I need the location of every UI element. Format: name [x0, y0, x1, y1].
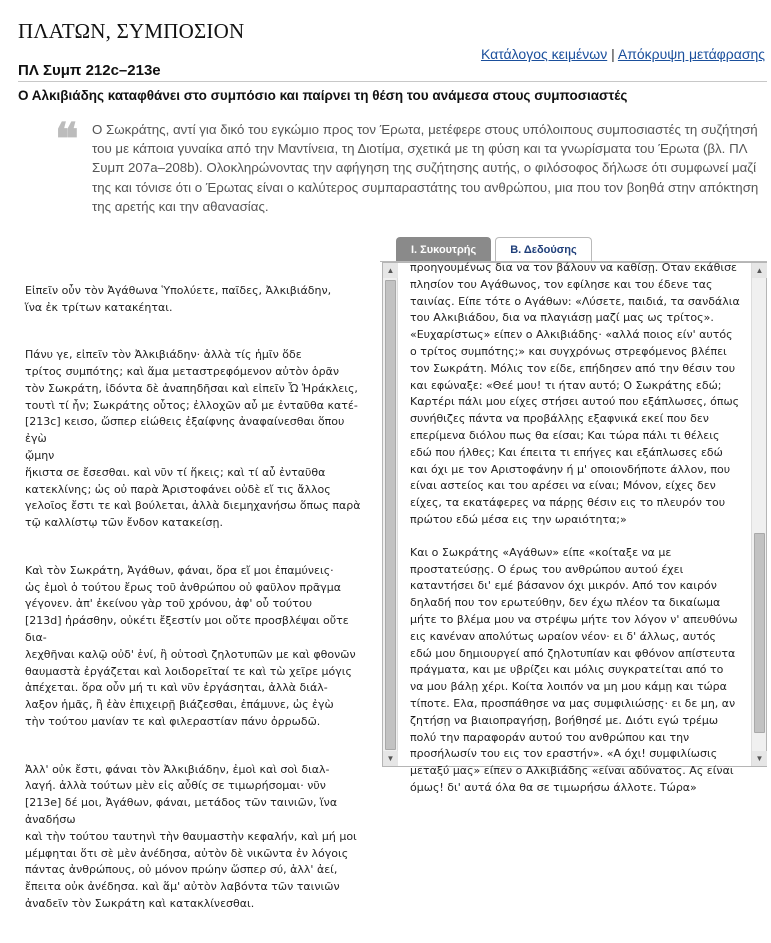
scroll-down-icon[interactable]: ▼ [752, 751, 767, 766]
hide-translation-link[interactable]: Απόκρυψη μετάφρασης [617, 46, 765, 62]
tab-dedousis[interactable]: Β. Δεδούσης [495, 237, 592, 261]
right-scroll-thumb[interactable] [754, 533, 765, 733]
quote-icon: ❝ [55, 114, 79, 165]
greek-paragraph: Εἰπεῖν οὖν τὸν Ἀγάθωνα Ὑπολύετε, παῖδες, Ἀλκιβιάδην, ἵνα ἐκ τρίτων κατακέηται. [25, 283, 332, 314]
tab-sykoutris[interactable]: Ι. Συκουτρής [396, 237, 491, 261]
top-links [481, 46, 765, 62]
translation-panel[interactable] [382, 261, 767, 794]
translation-paragraph: προηγουμένως δια να τον βάλουν να καθίσῃ. Οταν εκάθισε πλησίον του Αγάθωνος, τον εφίλησε και του έδενε τας ταινίας. Είπε τότε ο Αγάθων: «Λύσετε, παιδιά, τα σανδάλια του Αλκιβιάδου, δια να πλαγιάσῃ μαζί μας ως τρίτος». «Ευχαρίστως» είπεν ο Αλκιβιάδης· «αλλά ποιος είν' αυτός ο τρίτος συμπότης;» και συγχρόνως στρεφόμενος βλέπει τον Σωκράτη. Μόλις τον είδε, επήδησεν από την θέσιν του και εφώναξε: «Θεέ μου! τι ήταν αυτό; Ο Σωκράτης εδώ; Καρτέρι πάλι μου είχες στήσει αυτού που εξάπλωσες, όπως συνήθιζες πάντα να προβάλλῃς εξαφνικά εκεί που δεν επερίμενα διόλου πως θα είσαι; Και τώρα πάλι τι θέλεις εδώ που ήλθες; Και έπειτα τι επήγες και εξάπλωσες εδώ και όχι με τον Αριστοφάνην ή μ' οποιονδήποτε άλλον, που είναι αστείος και του αρέσει να είναι; Μόνον, είχες δεν είχες, τα εκατάφερες να πάρῃς θέσιν εις το πλευρόν του πρώτου εδώ μέσα εις την ωραιότητα;» [410, 261, 740, 526]
scroll-down-icon[interactable]: ▼ [383, 751, 398, 766]
catalog-link[interactable]: Κατάλογος κειμένων [480, 46, 608, 62]
summary-text: Ο Σωκράτης, αντί για δικό του εγκώμιο προς τον Έρωτα, μετέφερε στους υπόλοιπους συμποσιαστές τη συζήτησή του με κάποια γυναίκα από την Μαντίνεια, τη Διοτίμα, σχετικά με τη φύση και τα γνωρίσματα του Έρωτα (βλ. ΠΛ Συμπ 207a–208b). Ολοκληρώνοντας την αφήγηση της συζήτησης αυτής, ο φιλόσοφος δήλωσε ότι συμφωνεί μαζί της και τόνισε ότι ο Έρωτας είναι ο καλύτερος συμπαραστάτης του ανθρώπου, μια που τον βοηθά στην απόκτηση της αρετής και την αθανασίας. [92, 122, 759, 214]
section-heading: Ο Αλκιβιάδης καταφθάνει στο συμπόσιο και παίρνει τη θέση του ανάμεσα στους συμποσιαστές [18, 88, 628, 103]
translation-paragraph: Και ο Σωκράτης «Αγάθων» είπε «κοίταξε να με προστατεύσῃς. Ο έρως του ανθρώπου αυτού έχει καταντήσει δι' εμέ βάσανον όχι μικρόν. Από τον καιρόν δηλαδή που τον ερωτεύθην, δεν έχω πλέον τα δικαίωμα μήτε το βλέμα μου να στρέψω μήτε τον λόγον ν' απευθύνω εις κανέναν απολύτως ωραίον νέον· ει δ' άλλως, αυτός εδώ μου δημιουργεί από ζηλοτυπίαν και φθόνον απίστευτα πράγματα, και με υβρίζει και μόλις συγκρατείται από το να μου βάλῃ χέρι. Κοίτα λοιπόν να μη μου κάμῃ και τώρα τίποτε. Ελα, προσπάθησε να μας συμφιλιώσῃς· ει δε μη, αν ζητήσῃ να βιαιοπραγήσῃ, βοήθησέ με. Διότι εγώ τρέμω πολύ την παραφοράν αυτού του ανθρώπου και την προσήλωσίν του εις τον εραστήν». «Α όχι! συμφιλίωσις μεταξύ μας» είπεν ο Αλκιβιάδης «είναι αδύνατος. Ας είναι όμως! δι' αυτά όλα θα σε τιμωρήσω άλλοτε. Τώρα» [410, 545, 738, 794]
greek-original-text [25, 266, 365, 943]
left-scrollbar[interactable] [383, 263, 398, 766]
passage-reference: ΠΛ Συμπ 212c–213e [18, 62, 161, 79]
page-title: ΠΛΑΤΩΝ, ΣΥΜΠΟΣΙΟΝ [18, 19, 245, 43]
link-separator: | [611, 46, 615, 62]
greek-paragraph: Καὶ τὸν Σωκράτη, Ἀγάθων, φάναι, ὅρα εἴ μοι ἐπαμύνεις· ὡς ἐμοὶ ὁ τούτου ἔρως τοῦ ἀνθρώπου οὐ φαῦλον πρᾶγμα γέγονεν. ἀπ' ἐκείνου γὰρ τοῦ χρόνου, ἀφ' οὗ τούτου [213d] ἠράσθην, οὐκέτι ἔξεστίν μοι οὔτε προσβλέψαι οὔτε δια- λεχθῆναι καλῷ οὐδ' ἑνί, ἢ οὑτοσὶ ζηλοτυπῶν με καὶ φθονῶν θαυμαστὰ ἐργάζεται καὶ λοιδορεῖταί τε καὶ τὼ χεῖρε μόγις ἀπέχεται. ὅρα οὖν μή τι καὶ νῦν ἐργάσηται, ἀλλὰ διάλ- λαξον ἡμᾶς, ἢ ἐὰν ἐπιχειρῇ βιάζεσθαι, ἐπάμυνε, ὡς ἐγὼ τὴν τούτου μανίαν τε καὶ φιλεραστίαν πάνυ ὀρρωδῶ. [25, 563, 356, 728]
greek-paragraph: Ἀλλ' οὐκ ἔστι, φάναι τὸν Ἀλκιβιάδην, ἐμοὶ καὶ σοὶ διαλ- λαγή. ἀλλὰ τούτων μὲν εἰς αὖθίς σε τιμωρήσομαι· νῦν [213e] δέ μοι, Ἀγάθων, φάναι, μετάδος τῶν ταινιῶν, ἵνα ἀναδήσω καὶ τὴν τούτου ταυτηνὶ τὴν θαυμαστὴν κεφαλήν, καὶ μή μοι μέμφηται ὅτι σὲ μὲν ἀνέδησα, αὐτὸν δὲ νικῶντα ἐν λόγοις πάντας ἀνθρώπους, οὐ μόνον πρώην ὥσπερ σύ, ἀλλ' ἀεί, ἔπειτα οὐκ ἀνέδησα. καὶ ἅμ' αὐτὸν λαβόντα τῶν ταινιῶν ἀναδεῖν τὸν Σωκράτη καὶ κατακλίνεσθαι. [25, 762, 357, 910]
right-scrollbar[interactable] [751, 263, 766, 766]
scroll-up-icon[interactable]: ▲ [383, 263, 398, 278]
translation-text [410, 260, 740, 813]
translation-tabs [396, 237, 592, 261]
divider [18, 81, 767, 82]
scroll-up-icon[interactable]: ▲ [752, 263, 767, 278]
left-scroll-thumb[interactable] [385, 280, 396, 750]
greek-paragraph: Πάνυ γε, εἰπεῖν τὸν Ἀλκιβιάδην· ἀλλὰ τίς ἡμῖν ὅδε τρίτος συμπότης; καὶ ἅμα μεταστρεφόμενον αὐτὸν ὁρᾶν τὸν Σωκράτη, ἰδόντα δὲ ἀναπηδῆσαι καὶ εἰπεῖν Ὦ Ἡράκλεις, τουτὶ τί ἦν; Σωκράτης οὗτος; ἐλλοχῶν αὖ με ἐνταῦθα κατέ- [213c] κεισο, ὥσπερ εἰώθεις ἐξαίφνης ἀναφαίνεσθαι ὅπου ἐγὼ ᾤμην ἥκιστα σε ἔσεσθαι. καὶ νῦν τί ἥκεις; καὶ τί αὖ ἐνταῦθα κατεκλίνης; ὡς οὐ παρὰ Ἀριστοφάνει οὐδὲ εἴ τις ἄλλος γελοῖος ἔστι τε καὶ βούλεται, ἀλλὰ διεμηχανήσω ὅπως παρὰ τῷ καλλίστῳ τῶν ἔνδον κατακείσῃ. [25, 348, 361, 530]
